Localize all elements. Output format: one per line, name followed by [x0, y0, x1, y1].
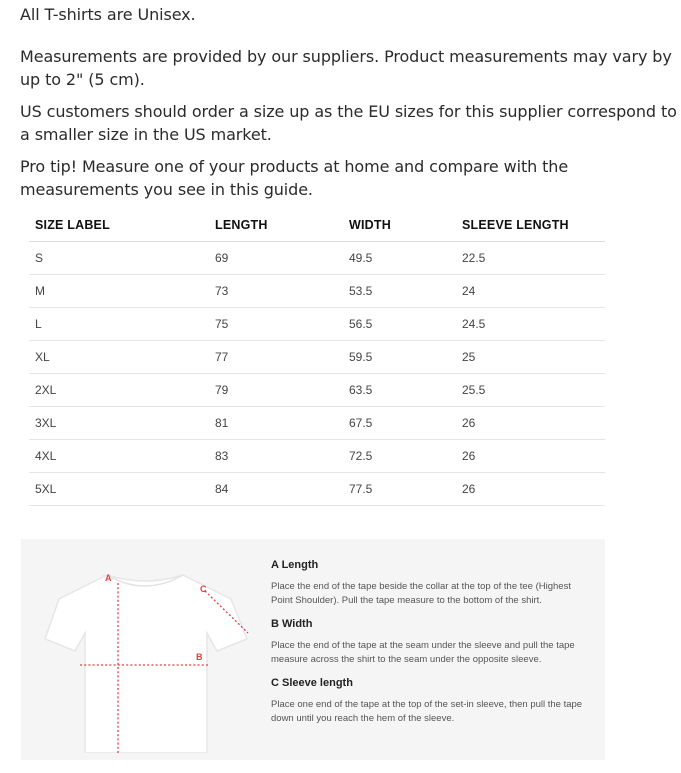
tshirt-measurement-diagram: [35, 553, 255, 753]
cell-length: 73: [209, 275, 343, 308]
cell-sleeve: 24.5: [456, 308, 605, 341]
cell-width: 59.5: [343, 341, 456, 374]
cell-size: S: [29, 242, 209, 275]
header-sleeve-length: SLEEVE LENGTH: [456, 208, 605, 242]
cell-width: 67.5: [343, 407, 456, 440]
table-row: [29, 473, 605, 506]
table-row: [29, 308, 605, 341]
length-description: Place the end of the tape beside the collar at the top of the tee (Highest Point Shoulder). Pull the tape measure to the bottom of the shirt.: [271, 581, 571, 606]
cell-width: 77.5: [343, 473, 456, 506]
header-length: LENGTH: [209, 208, 343, 242]
cell-size: 4XL: [29, 440, 209, 473]
width-title: B Width: [271, 618, 313, 630]
sleeve-length-description: Place one end of the tape at the top of the set-in sleeve, then pull the tape down until you reach the hem of the sleeve.: [271, 699, 583, 724]
cell-length: 79: [209, 374, 343, 407]
cell-width: 56.5: [343, 308, 456, 341]
cell-length: 69: [209, 242, 343, 275]
table-header-row: [29, 208, 605, 242]
cell-length: 83: [209, 440, 343, 473]
cell-sleeve: 22.5: [456, 242, 605, 275]
cell-size: 2XL: [29, 374, 209, 407]
size-table: [29, 208, 605, 506]
cell-width: 53.5: [343, 275, 456, 308]
cell-width: 72.5: [343, 440, 456, 473]
cell-sleeve: 25.5: [456, 374, 605, 407]
width-description: Place the end of the tape at the seam under the sleeve and pull the tape measure across the shirt to the seam under the opposite sleeve.: [271, 640, 575, 665]
cell-length: 84: [209, 473, 343, 506]
cell-sleeve: 26: [456, 473, 605, 506]
header-size-label: SIZE LABEL: [29, 208, 209, 242]
table-row: [29, 341, 605, 374]
sleeve-length-title: C Sleeve length: [271, 677, 353, 689]
tshirt-icon: [45, 575, 247, 753]
cell-size: M: [29, 275, 209, 308]
cell-size: 3XL: [29, 407, 209, 440]
label-a: A: [105, 573, 112, 583]
cell-size: 5XL: [29, 473, 209, 506]
cell-sleeve: 24: [456, 275, 605, 308]
cell-length: 81: [209, 407, 343, 440]
label-c: C: [200, 584, 207, 594]
table-row: [29, 407, 605, 440]
table-row: [29, 275, 605, 308]
measurement-variance-note: Measurements are provided by our suppliers. Product measurements may vary by up to 2" (5 cm).: [20, 47, 672, 89]
table-row: [29, 440, 605, 473]
cell-width: 63.5: [343, 374, 456, 407]
measurement-guide: [21, 539, 605, 760]
pro-tip-note: Pro tip! Measure one of your products at home and compare with the measurements you see in this guide.: [20, 157, 569, 199]
cell-sleeve: 25: [456, 341, 605, 374]
cell-length: 77: [209, 341, 343, 374]
cell-sleeve: 26: [456, 407, 605, 440]
cell-length: 75: [209, 308, 343, 341]
label-b: B: [196, 652, 203, 662]
table-row: [29, 374, 605, 407]
table-row: [29, 242, 605, 275]
cell-size: L: [29, 308, 209, 341]
cell-sleeve: 26: [456, 440, 605, 473]
header-width: WIDTH: [343, 208, 456, 242]
unisex-note: All T-shirts are Unisex.: [20, 5, 196, 24]
length-title: A Length: [271, 559, 319, 571]
cell-width: 49.5: [343, 242, 456, 275]
us-sizing-note: US customers should order a size up as the EU sizes for this supplier correspond to a smaller size in the US market.: [20, 102, 677, 144]
measurement-definitions: [271, 553, 591, 736]
cell-size: XL: [29, 341, 209, 374]
